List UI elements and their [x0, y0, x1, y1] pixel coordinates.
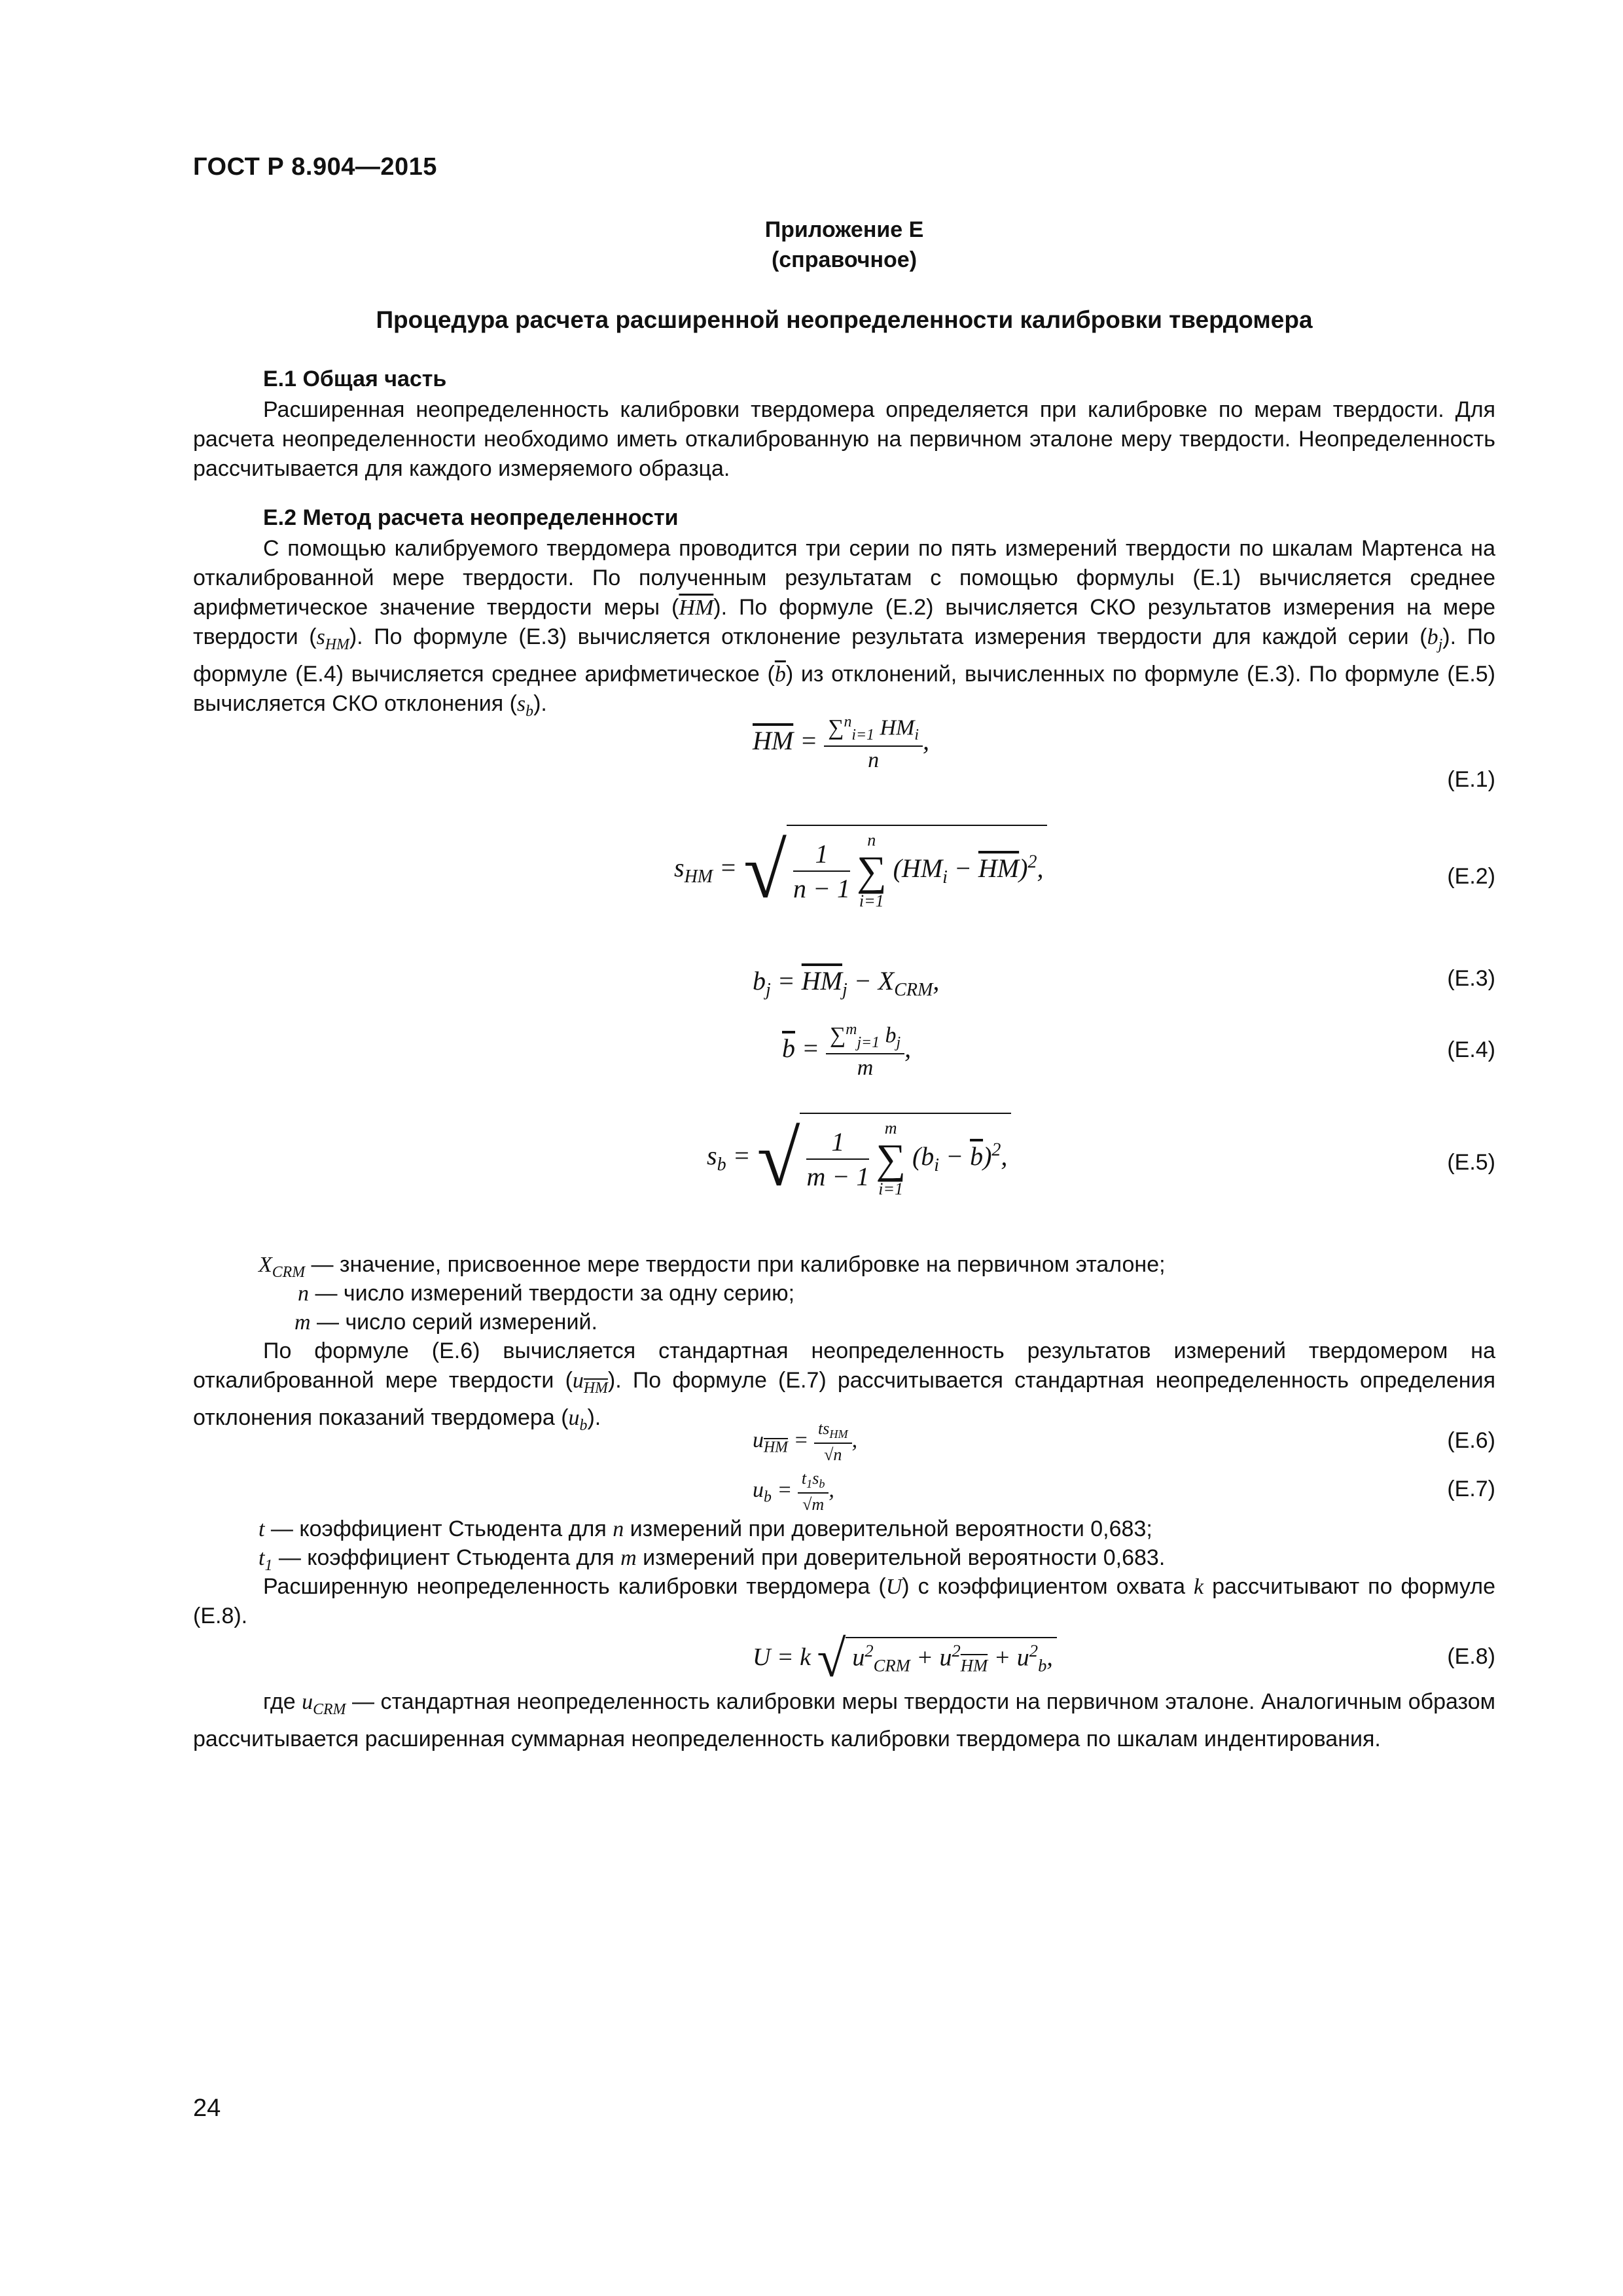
equation-number-e6: (Е.6): [1447, 1428, 1495, 1453]
paragraph-e6-e7: По формуле (Е.6) вычисляется стандартная неопределенность результатов измерений твердомером на откалиброванной мере твердости $(u_{\overline{HM}})$. По формуле (Е.7) рассчитывается стандартная неопределенность определения отклонения показаний твердомера $(u_b)$.: [193, 1338, 1495, 1434]
paragraph-final: где $u_{CRM}$ — стандартная неопределенность калибровки меры твердости на первичном эталоне. Аналогичным образом рассчитывается расширенная суммарная неопределенность калибровки твердомера по шкалам индентирования.: [193, 1689, 1496, 1751]
equation-e7: $u_b$ = $\frac{t_1s_b}{√m}$ ,: [753, 1469, 834, 1515]
section-2-heading: Е.2 Метод расчета неопределенности: [263, 505, 679, 530]
equation-e8: U = k $√u^2_{CRM} + u^2_{\overline{HM}} + u^2_b$,: [753, 1630, 1057, 1689]
appendix-label: Приложение Е: [764, 217, 924, 242]
equation-number-e7: (Е.7): [1447, 1477, 1495, 1501]
equation-number-e3: (Е.3): [1447, 966, 1495, 991]
equation-number-e2: (Е.2): [1447, 864, 1495, 889]
equation-number-e4: (Е.4): [1447, 1037, 1495, 1062]
definition-xcrm: $X_{CRM}$ — значение, присвоенное мере твердости при калибровке на первичном эталоне;: [259, 1252, 1166, 1281]
section-2-text: С помощью калибруемого твердомера проводится три серии по пять измерений твердости по шкалам Мартенса на откалиброванной мере твердости. По полученным результатам с помощью формулы (Е.1) вычисляется среднее арифметическое значение твердости меры $(\overline{HM})$. По формуле (Е.2) вычисляется СКО результатов измерения на мере твердости $(s_{HM})$. По формуле (Е.3) вычисляется отклонение результата измерения твердости для каждой серии $(b_j)$. По формуле (Е.4) вычисляется среднее арифметическое $(\overline{b})$ из отклонений, вычисленных по формуле (Е.3). По формуле (Е.5) вычисляется СКО отклонения $(s_b)$.: [193, 536, 1496, 720]
section-1-text: Расширенная неопределенность калибровки твердомера определяется при калибровке по мерам твердости. Для расчета неопределенности необходимо иметь откалиброванную на первичном эталоне меру твердости. Неопределенность рассчитывается для каждого измеряемого образца.: [193, 397, 1495, 481]
appendix-type: (справочное): [771, 247, 918, 272]
document-header: ГОСТ Р 8.904—2015: [193, 153, 437, 181]
definition-t: t — коэффициент Стьюдента для n измерений при доверительной вероятности 0,683;: [259, 1516, 1152, 1541]
definition-m: m — число серий измерений.: [294, 1310, 597, 1335]
equation-e4: $\overline{b}$ = $\frac{\sum^m_{j=1} b_j}{m}$ ,: [782, 1021, 912, 1081]
section-1-heading: Е.1 Общая часть: [263, 367, 447, 391]
equation-e6: $u_{\overline{HM}}$ = $\frac{ts_{HM}}{√n}$ ,: [753, 1419, 858, 1465]
equation-e2: $s_{HM}$ = √ $\frac{1}{n - 1}$ n ∑ i=1 $(HM_i - \overline{HM})^2$,: [674, 825, 1047, 916]
equation-number-e5: (Е.5): [1447, 1150, 1495, 1175]
equation-number-e1: (Е.1): [1447, 767, 1495, 792]
equation-e1: $\overline{HM}$ = $\frac{\sum^n_{i=1} HM_i}{n}$ ,: [753, 713, 929, 773]
page-number: 24: [193, 2094, 221, 2122]
equation-number-e8: (Е.8): [1447, 1644, 1495, 1669]
equation-e3: $b_j = \overline{HM}_j - X_{CRM}$,: [753, 966, 940, 1000]
equation-e5: $s_b$ = √ $\frac{1}{m - 1}$ m ∑ i=1 $(b_i - \overline{b})^2$,: [707, 1113, 1011, 1204]
paragraph-e8: Расширенную неопределенность калибровки твердомера (U) с коэффициентом охвата k рассчитывают по формуле (Е.8).: [193, 1574, 1496, 1628]
appendix-title: Процедура расчета расширенной неопределенности калибровки твердомера: [376, 306, 1313, 333]
definition-n: n — число измерений твердости за одну серию;: [298, 1281, 795, 1306]
definition-t1: $t_1$ — коэффициент Стьюдента для m измерений при доверительной вероятности 0,683.: [259, 1545, 1166, 1574]
